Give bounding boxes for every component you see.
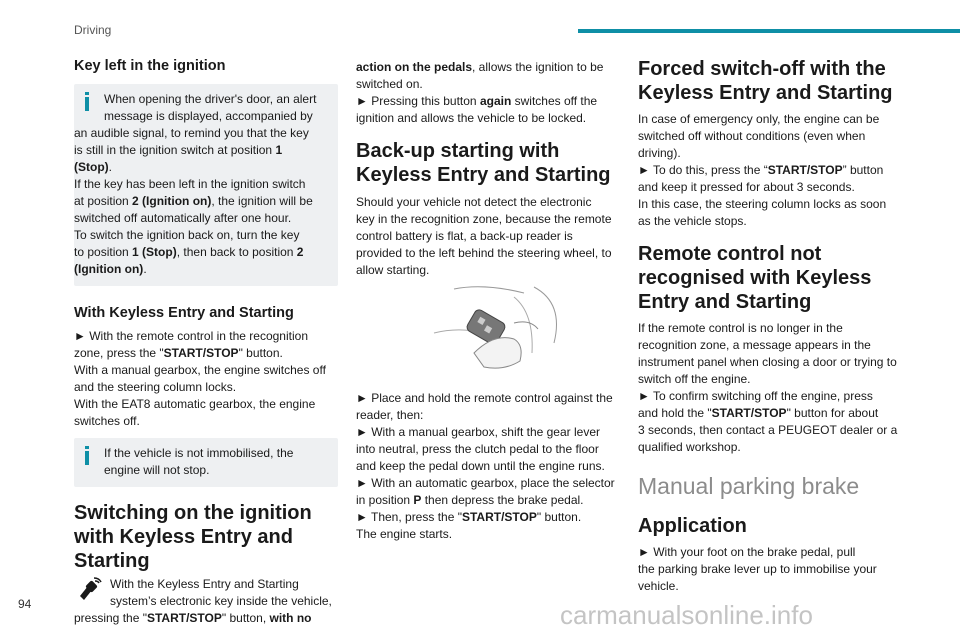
heading-application: Application bbox=[638, 515, 747, 537]
info-icon bbox=[82, 92, 94, 110]
paragraph-keyless-switch-off: ► With the remote control in the recognition zone, press the "START/STOP" button. With a manual gearbox, the engine switches off and the steering column locks. With the EAT8 automatic gearbox, the engine switches off. bbox=[74, 329, 326, 428]
heading-with-keyless: With Keyless Entry and Starting bbox=[74, 305, 294, 321]
paragraph-backup-reader: Should your vehicle not detect the electronic key in the recognition zone, because the remote control battery is flat, a back-up reader is provided to the left behind the steering wheel, to allow starting. bbox=[356, 195, 612, 277]
paragraph-switching-on: With the Keyless Entry and Starting system’s electronic key inside the vehicle, bbox=[74, 576, 338, 610]
header-accent-rule bbox=[578, 29, 960, 33]
column-2 bbox=[356, 52, 620, 543]
info-icon bbox=[82, 446, 94, 464]
page-number: 94 bbox=[18, 597, 32, 611]
heading-manual-parking-brake: Manual parking brake bbox=[638, 473, 860, 499]
heading-key-left: Key left in the ignition bbox=[74, 58, 226, 74]
column-1: Key left in the ignition When opening the driver's door, an alert message is displayed, accompanied by an audible signal, to remind you that the key is still in the ignition switch at position 1 (Stop). If the key has been left in the ignition switch at position 2 (Ignition on), the ignition will be switched off automatically after one hour. To switch the ignition back on, turn the key to position 1 (Stop), then back to position 2 (Ignition on). With Keyless Entry and Starting ► With the remote control in the recognition zone, press the "START/STOP" button. With a manual gearbox, the engine switches off and the steering column locks. With the EAT8 automatic gearbox, the engine switches off. If the vehicle is not immobilised, the engine will not stop. Switching on the ignition with Keyless Entry and Starting With the Keyless Entry and Starting system’s electronic key inside the vehicle, pressing the "START/STOP" button, with no bbox=[74, 52, 338, 627]
info-note-not-immobilised: If the vehicle is not immobilised, the engine will not stop. bbox=[74, 438, 338, 487]
header-section-label: Driving bbox=[74, 23, 112, 37]
info-note-key-alert: When opening the driver's door, an alert message is displayed, accompanied by an audible signal, to remind you that the key is still in the ignition switch at position 1 (Stop). If the key has been left in the ignition switch at position 2 (Ignition on), the ignition will be switched off automatically after one hour. To switch the ignition back on, turn the key to position 1 (Stop), then back to position 2 (Ignition on). bbox=[74, 84, 338, 286]
paragraph-ignition-on: action on the pedals, allows the ignition to be switched on. ► Pressing this button again switches off the ignition and allows the vehicle to be locked. bbox=[356, 60, 604, 125]
paragraph-remote-not-recognised: If the remote control is no longer in the recognition zone, a message appears in the instrument panel when closing a door or trying to switch off the engine. ► To confirm switching off the engine, press and hold the "START/STOP" button for about 3 seconds, then contact a PEUGEOT dealer or a qualified workshop. bbox=[638, 321, 898, 454]
heading-forced-switch-off: Forced switch-off with the Keyless Entry and Starting bbox=[638, 58, 893, 104]
heading-remote-not-recognised: Remote control not recognised with Keyless Entry and Starting bbox=[638, 243, 872, 313]
paragraph-application: ► With your foot on the brake pedal, pull the parking brake lever up to immobilise your vehicle. bbox=[638, 545, 877, 593]
paragraph-forced-switch-off: In case of emergency only, the engine can be switched off without conditions (even when driving). ► To do this, press the “START/STOP” button and keep it pressed for about 3 seconds. In this case, the steering column locks as soon as the vehicle stops. bbox=[638, 112, 887, 228]
column-3 bbox=[638, 52, 902, 595]
keyless-key-icon bbox=[74, 576, 104, 602]
paragraph-backup-steps: ► Place and hold the remote control against the reader, then: ► With a manual gearbox, shift the gear lever into neutral, press the clutch pedal to the floor and keep the pedal down until the engine runs. ► With an automatic gearbox, place the selector in position P then depress the brake pedal. ► Then, press the "START/STOP" button. The engine starts. bbox=[356, 391, 615, 541]
heading-backup-starting: Back-up starting with Keyless Entry and Starting bbox=[356, 140, 611, 186]
heading-switching-on: Switching on the ignition with Keyless Entry and Starting bbox=[74, 502, 312, 572]
backup-reader-illustration bbox=[414, 283, 574, 373]
watermark: carmanualsonline.info bbox=[560, 600, 813, 630]
